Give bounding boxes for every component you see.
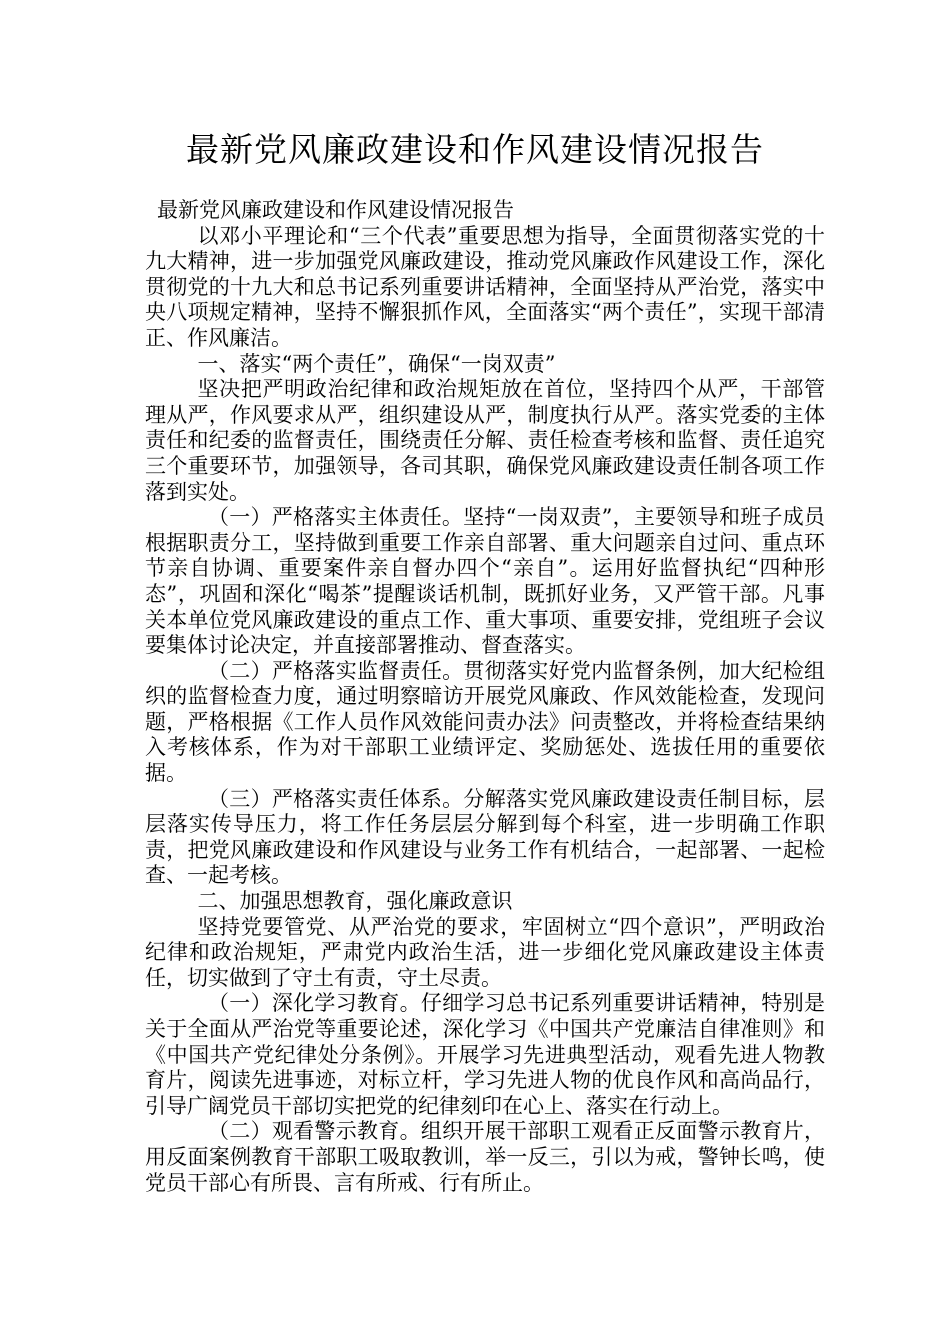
document-body bbox=[145, 198, 825, 1196]
paragraph-1-2: （二）严格落实监督责任。贯彻落实好党内监督条例，加大纪检组织的监督检查力度，通过明察暗访开展党风廉政、作风效能检查，发现问题，严格根据《工作人员作风效能问责办法》问责整改，并将检查结果纳入考核体系，作为对干部职工业绩评定、奖励惩处、选拔任用的重要依据。 bbox=[145, 658, 825, 786]
paragraph-2-2: （二）观看警示教育。组织开展干部职工观看正反面警示教育片，用反面案例教育干部职工吸取教训，举一反三，引以为戒，警钟长鸣，使党员干部心有所畏、言有所戒、行有所止。 bbox=[145, 1119, 825, 1195]
paragraph-1-3: （三）严格落实责任体系。分解落实党风廉政建设责任制目标，层层落实传导压力，将工作任务层层分解到每个科室，进一步明确工作职责，把党风廉政建设和作风建设与业务工作有机结合，一起部署、一起检查、一起考核。 bbox=[145, 786, 825, 888]
paragraph-1-1: （一）严格落实主体责任。坚持“一岗双责”，主要领导和班子成员根据职责分工，坚持做到重要工作亲自部署、重大问题亲自过问、重点环节亲自协调、重要案件亲自督办四个“亲自”。运用好监督执纪“四种形态”，巩固和深化“喝茶”提醒谈话机制，既抓好业务，又严管干部。凡事关本单位党风廉政建设的重点工作、重大事项、重要安排，党组班子会议要集体讨论决定，并直接部署推动、督查落实。 bbox=[145, 505, 825, 658]
section-heading-1: 一、落实“两个责任”，确保“一岗双责” bbox=[197, 351, 556, 376]
paragraph-intro: 以邓小平理论和“三个代表”重要思想为指导，全面贯彻落实党的十九大精神，进一步加强党风廉政建设，推动党风廉政作风建设工作，深化贯彻党的十九大和总书记系列重要讲话精神，全面坚持从严治党，落实中央八项规定精神，坚持不懈狠抓作风，全面落实“两个责任”，实现干部清正、作风廉洁。 bbox=[145, 223, 825, 350]
paragraph-2-1: （一）深化学习教育。仔细学习总书记系列重要讲话精神，特别是关于全面从严治党等重要论述，深化学习《中国共产党廉洁自律准则》和《中国共产党纪律处分条例》。开展学习先进典型活动，观看先进人物教育片，阅读先进事迹，对标立杆，学习先进人物的优良作风和高尚品行，引导广阔党员干部切实把党的纪律刻印在心上、落实在行动上。 bbox=[145, 991, 825, 1118]
section-heading-2: 二、加强思想教育，强化廉政意识 bbox=[197, 889, 513, 914]
paragraph-section-1: 坚决把严明政治纪律和政治规矩放在首位，坚持四个从严，干部管理从严，作风要求从严，组织建设从严，制度执行从严。落实党委的主体责任和纪委的监督责任，围绕责任分解、责任检查考核和监督、责任追究三个重要环节，加强领导，各司其职，确保党风廉政建设责任制各项工作落到实处。 bbox=[145, 377, 825, 504]
document-subtitle: 最新党风廉政建设和作风建设情况报告 bbox=[157, 198, 514, 222]
paragraph-section-2: 坚持党要管党、从严治党的要求，牢固树立“四个意识”，严明政治纪律和政治规矩，严肃党内政治生活，进一步细化党风廉政建设主体责任，切实做到了守土有责，守土尽责。 bbox=[145, 914, 825, 990]
document-title: 最新党风廉政建设和作风建设情况报告 bbox=[186, 130, 764, 169]
